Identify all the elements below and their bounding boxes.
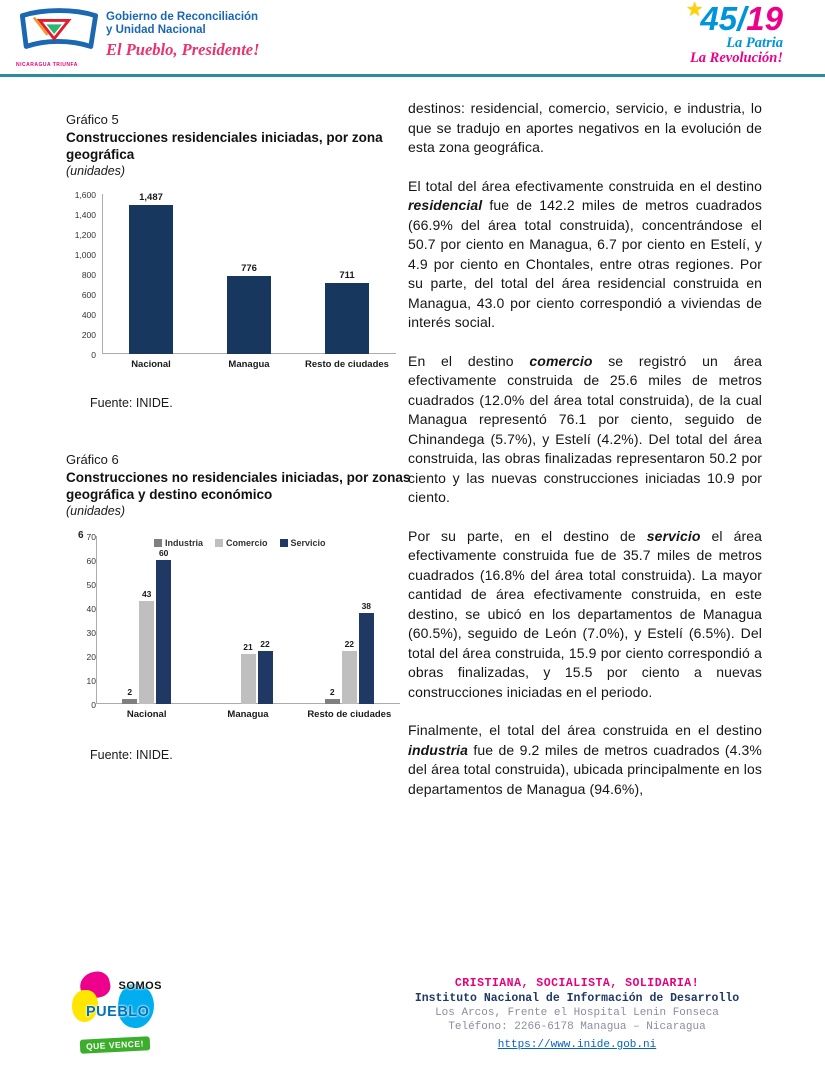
legend-swatch [280,539,288,547]
bar-value-label: 21 [243,642,253,652]
flag-caption: NICARAGUA TRIUNFA [16,62,78,68]
y-axis-tick: 1,000 [74,250,96,260]
y-axis-tick: 1,600 [74,190,96,200]
bar-value-label: 2 [329,687,335,697]
y-axis-tick: 600 [81,290,96,300]
bar-Managua [227,276,271,354]
paragraph [408,177,762,333]
que-vence-text: QUE VENCE! [80,1036,151,1054]
y-axis-tick: 50 [86,580,96,590]
text-segment: se registró un área efectivamente construida de 25.6 miles de metros cuadrados (12.0% del área total construida), de la cual Managua representó 76.1 por ciento, seguido de Chinandega (5.7%), y Estelí (4.2%). Del total del área construida, las obras finalizadas representaron 50.2 por ciento y las nuevas construcciones iniciadas 10.9 por ciento. [408,352,763,505]
gov-text-block [106,6,260,60]
chart5-source: Fuente: INIDE. [90,396,173,410]
bar-servicio-Nacional [156,560,171,704]
y-axis-tick: 40 [86,604,96,614]
bar-industria-Resto de ciudades [325,699,340,704]
bar-value-label: 38 [361,601,372,611]
y-axis-tick: 10 [86,676,96,686]
chart6-subtitle: (unidades) [66,504,126,518]
pueblo-text: PUEBLO [86,1004,150,1020]
text-segment: fue de 9.2 miles de metros cuadrados (4.3% del área total construida), ubicada principalmente en los departamentos de Managua (94.6%), [408,741,762,797]
legend-label: Comercio [226,538,268,548]
y-axis-tick: 1,200 [74,230,96,240]
logo-19: 19 [746,0,783,37]
bar-industria-Nacional [122,699,137,704]
x-axis-label: Nacional [131,359,171,370]
y-axis-tick: 30 [86,628,96,638]
chart5-label: Gráfico 5 [66,112,119,127]
x-axis-label: Managua [227,709,269,720]
x-axis-label: Resto de ciudades [307,709,392,720]
gov-title-line1: Gobierno de Reconciliación [106,11,259,23]
chart-number-label: 6 [78,530,84,541]
legend-label: Industria [165,538,204,548]
bar-value-label: 2 [127,687,133,697]
bar-value-label: 43 [141,589,152,599]
chart-legend [154,538,326,548]
chart5-subtitle: (unidades) [66,164,126,178]
footer-slogan: CRISTIANA, SOCIALISTA, SOLIDARIA! [454,977,700,990]
y-axis-tick: 1,400 [74,210,96,220]
x-axis-label: Managua [228,359,270,370]
y-axis-tick: 0 [91,700,96,710]
paragraph [408,721,762,799]
emphasized-term: servicio [646,527,701,544]
flag-emblem [14,6,102,68]
legend-label: Servicio [290,538,326,548]
chart6-label: Gráfico 6 [66,452,119,467]
bar-servicio-Resto de ciudades [359,613,374,704]
somos-text: SOMOS [118,980,162,992]
y-axis-tick: 400 [81,310,96,320]
bar-value-label: 22 [344,639,355,649]
chart6-source: Fuente: INIDE. [90,748,173,762]
footer-institution-block [388,976,766,1052]
bar-comercio-Resto de ciudades [342,651,357,704]
text-segment: Por su parte, en el destino de [408,527,647,544]
text-segment: El total del área efectivamente construida en el destino [408,177,762,194]
emphasized-term: comercio [529,352,593,369]
government-logo [14,6,260,68]
legend-swatch [154,539,162,547]
y-axis-tick: 0 [91,350,96,360]
legend-item-servicio [280,538,326,548]
charts-column [66,112,412,762]
body-text-column [408,99,762,818]
logo-45: 45 [700,0,738,37]
chart6-grouped-bar-chart [66,524,412,740]
logo-tagline-revolucion: La Revolución! [689,50,783,66]
y-axis-tick: 800 [81,270,96,280]
emphasized-term: residencial [408,197,483,213]
y-axis-tick: 200 [81,330,96,340]
star-icon: ★ [687,0,703,19]
flag-icon [14,6,102,60]
gov-title-line2: y Unidad Nacional [106,24,206,36]
y-axis-tick: 20 [86,652,96,662]
emphasized-term: industria [408,741,469,758]
header-divider [0,74,825,77]
paragraph [408,99,762,158]
logo-tagline-patria: La Patria [726,35,783,51]
text-segment: fue de 142.2 miles de metros cuadrados (66.9% del área total construida), concentrándose el 50.7 por ciento en Managua, 6.7 por ciento en Estelí, y 4.9 por ciento en Chontales, entre otras regiones. Por su parte, del total del área residencial construida en Managua, 43.0 por ciento correspondió a viviendas de interés social. [408,197,762,330]
bar-value-label: 60 [158,548,169,558]
text-segment: Finalmente, el total del área construida en el destino [408,722,762,738]
footer-address: Los Arcos, Frente el Hospital Lenin Fonseca [435,1007,719,1019]
logo-slash: / [737,0,747,37]
somos-pueblo-logo [72,972,164,1062]
text-segment: el área efectivamente construida fue de 35.7 miles de metros cuadrados (16.8% del área total construida). La mayor cantidad de área efectivamente construida, en este destino, se ubicó en los departamentos de Managua (60.5%), seguido de León (7.0%), y Estelí (6.5%). Del total del área construida, 15.9 por ciento correspondió a obras finalizadas, y 15.5 por ciento a nuevas construcciones iniciadas en el periodo. [408,527,762,700]
text-segment: destinos: residencial, comercio, servicio, e industria, lo que se tradujo en aportes negativos en la evolución de esta zona geográfica. [408,100,762,155]
bar-comercio-Managua [241,654,256,704]
chart5-title: Construcciones residenciales iniciadas, por zona geográfica [66,130,383,162]
chart6-title: Construcciones no residenciales iniciadas, por zonas geográfica y destino económico [66,470,411,502]
legend-item-comercio [215,538,268,548]
bar-value-label: 1,487 [139,192,163,203]
paragraph [408,352,762,508]
bar-value-label: 22 [260,639,270,649]
legend-swatch [215,539,223,547]
y-axis-tick: 70 [86,532,96,542]
bar-value-label: 776 [241,263,257,274]
bar-Nacional [129,205,173,354]
logo-45-19-row [613,2,783,36]
footer-phone: Teléfono: 2266-6178 Managua – Nicaragua [448,1021,706,1033]
anniversary-45-19-logo [613,2,783,66]
x-axis-label: Nacional [126,709,167,720]
bar-Resto de ciudades [325,283,369,354]
x-axis-label: Resto de ciudades [305,359,389,370]
chart5-bar-chart [66,186,412,388]
bar-comercio-Nacional [139,601,154,704]
paragraph [408,527,762,703]
legend-item-industria [154,538,203,548]
bar-servicio-Managua [258,651,273,704]
text-segment: En el destino [408,352,530,369]
gov-tagline: El Pueblo, Presidente! [106,40,260,59]
footer-website-link[interactable]: https://www.inide.gob.ni [497,1039,657,1051]
y-axis-tick: 60 [86,556,96,566]
footer-institute-name: Instituto Nacional de Información de Desarrollo [414,992,740,1005]
bar-value-label: 711 [339,270,355,281]
